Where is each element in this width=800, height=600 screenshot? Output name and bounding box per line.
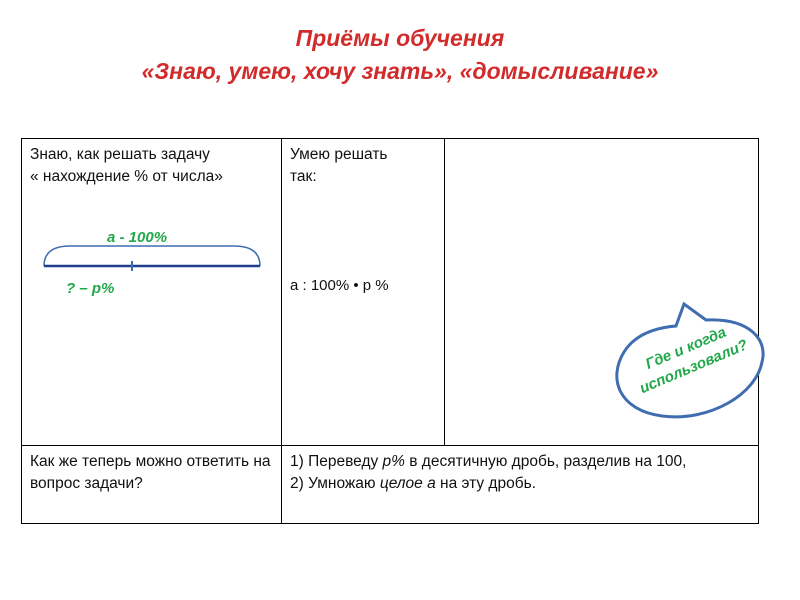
diagram-top-label: а - 100% <box>107 229 168 246</box>
answer-step-1 <box>290 451 750 473</box>
step-1-text-a: Переведу <box>303 453 383 470</box>
formula-text: а : 100% • р % <box>290 277 389 294</box>
step-2-text-b: целое а <box>379 475 436 492</box>
step-2-text-c: на эту дробь. <box>435 475 536 492</box>
step-2-number: 2) <box>290 475 304 492</box>
diagram-bottom-label: ? – р% <box>66 280 115 297</box>
know-text-line-1: Знаю, как решать задачу <box>30 146 210 163</box>
callout-text: Где и когда использовали? <box>637 323 751 398</box>
diagram-brace <box>44 246 260 266</box>
can-cell <box>282 139 445 446</box>
can-text-line-1: Умею решать <box>290 146 388 163</box>
step-1-text-b: р% <box>382 453 405 470</box>
answer-step-2 <box>290 473 750 495</box>
know-cell <box>22 139 282 446</box>
answer-cell <box>282 446 759 524</box>
percent-diagram <box>22 139 282 439</box>
know-text-line-2: « нахождение % от числа» <box>30 168 223 185</box>
title-line-2: «Знаю, умею, хочу знать», «домысливание» <box>141 58 659 84</box>
question-cell: Как же теперь можно ответить на вопрос задачи? <box>22 446 282 524</box>
step-1-text-c: в десятичную дробь, разделив на 100, <box>404 453 687 470</box>
table-row <box>22 446 759 524</box>
page-title <box>0 22 800 88</box>
step-1-number: 1) <box>290 453 304 470</box>
can-text-line-2: так: <box>290 168 317 185</box>
title-line-1: Приёмы обучения <box>295 25 505 51</box>
step-2-text-a: Умножаю <box>303 475 380 492</box>
